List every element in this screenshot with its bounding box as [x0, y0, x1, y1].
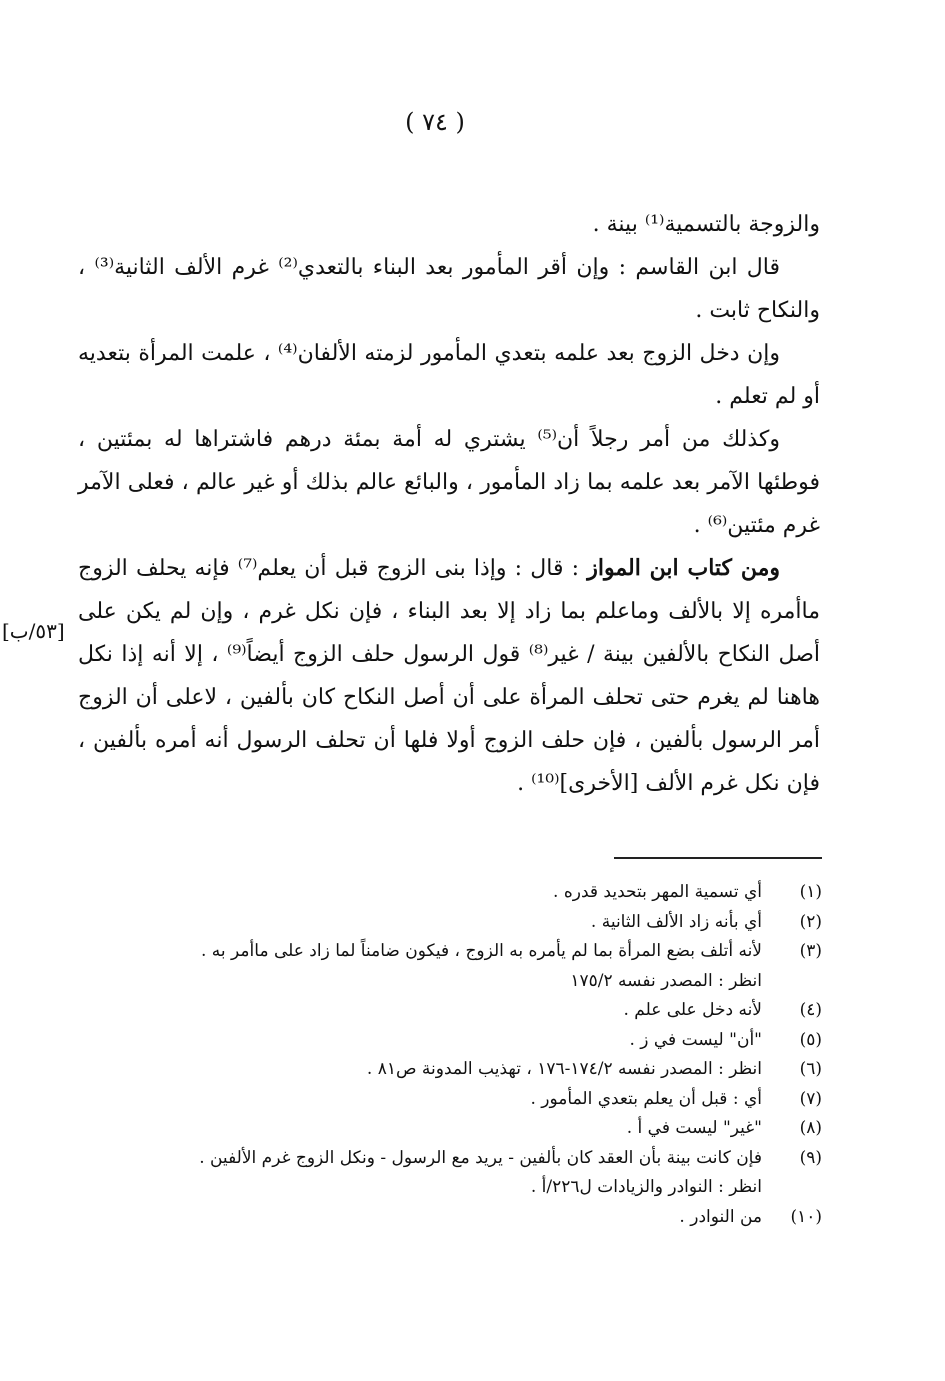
footnote [160, 1114, 822, 1144]
paragraph: والزوجة بالتسمية⁽¹⁾ بينة . [592, 212, 820, 237]
footnote [160, 937, 822, 996]
footnote-number: (٣) [799, 941, 822, 961]
section-lead: ومن كتاب ابن المواز [587, 555, 781, 581]
footnote-text: أي تسمية المهر بتحديد قدره . [553, 882, 762, 902]
footnote-number: (٢) [799, 911, 822, 932]
footnote-number: (٤) [799, 1000, 822, 1020]
footnote-number: (٩) [799, 1147, 822, 1168]
footnote [160, 1055, 822, 1085]
footnote [160, 996, 822, 1026]
footnote-text: "غير" ليست في أ . [626, 1118, 762, 1138]
footnote [160, 1085, 822, 1115]
footnote [160, 1144, 822, 1203]
paragraph: وإن دخل الزوج بعد علمه بتعدي المأمور لزمته الألفان⁽⁴⁾ ، علمت المرأة بتعديه أو لم تعلم . [78, 341, 820, 409]
page-number: ( ٧٤ ) [405, 108, 465, 136]
footnote [160, 1203, 822, 1233]
footnote-text [160, 937, 762, 996]
footnote-number: (٨) [799, 1118, 822, 1138]
footnote-divider [614, 857, 822, 859]
footnote-text: أي بأنه زاد الألف الثانية . [590, 911, 762, 932]
footnote-line: انظر : المصدر نفسه ١٧٥/٢ [570, 970, 762, 991]
main-text [78, 203, 820, 805]
footnote-text: "أن" ليست في ز . [629, 1029, 762, 1050]
margin-folio-note: [٥٣/ب] [2, 619, 65, 643]
footnote-text: من النوادر . [679, 1206, 762, 1227]
paragraph: وكذلك من أمر رجلاً أن⁽⁵⁾ يشتري له أمة بمئة درهم فاشتراها له بمئتين ، فوطئها الآمر بعد علمه بما زاد المأمور ، والبائع عالم بذلك أو غير عالم ، فعلى الآمر غرم مئتين⁽⁶⁾ . [78, 427, 820, 538]
footnote-line: لأنه أتلف بضع المرأة بما لم يأمره به الزوج ، فيكون ضامناً لما زاد على ماأمر به . [201, 941, 762, 961]
footnote [160, 908, 822, 938]
footnote-text [160, 1144, 762, 1203]
footnote [160, 1026, 822, 1056]
footnote-text: أي : قبل أن يعلم بتعدي المأمور . [530, 1088, 762, 1109]
paragraph-ibn-al-mawaz [78, 547, 820, 805]
footnote-number: (٦) [799, 1059, 822, 1079]
footnote-line: فإن كانت بينة بأن العقد كان بألفين - يريد مع الرسول - ونكل الزوج غرم الألفين . [199, 1147, 762, 1168]
footnote-number: (٥) [799, 1029, 822, 1050]
footnote-number: (٧) [799, 1088, 822, 1109]
footnote-text: انظر : المصدر نفسه ١٧٤/٢-١٧٦ ، تهذيب المدونة ص٨١ . [366, 1059, 762, 1079]
footnote-text: لأنه دخل على علم . [623, 1000, 762, 1020]
footnote-number: (١٠) [790, 1206, 822, 1227]
paragraph-body: : قال : وإذا بنى الزوج قبل أن يعلم⁽⁷⁾ فإنه يحلف الزوج ماأمره إلا بالألف وماعلم بما زاد إلا بعد البناء ، فإن نكل غرم ، وإن لم يكن على أصل النكاح بالألفين بينة / غير⁽⁸⁾ قول الرسول حلف الزوج أيضاً⁽⁹⁾ ، إلا أنه إذا نكل هاهنا لم يغرم حتى تحلف المرأة على أن أصل النكاح كان بألفين ، لاعلى أن الزوج أمر الرسول بألفين ، فإن حلف الزوج أولا فلها أن تحلف الرسول أنه أمره بألفين ، فإن نكل غرم الألف [الأخرى]⁽¹⁰⁾ . [78, 556, 821, 796]
footnotes [160, 878, 822, 1232]
footnote [160, 878, 822, 908]
footnote-number: (١) [799, 882, 822, 902]
footnote-line: انظر : النوادر والزيادات ل٢٢٦/أ . [530, 1177, 762, 1197]
paragraph: قال ابن القاسم : وإن أقر المأمور بعد البناء بالتعدي⁽²⁾ غرم الألف الثانية⁽³⁾ ، والنكاح ثابت . [78, 255, 820, 323]
